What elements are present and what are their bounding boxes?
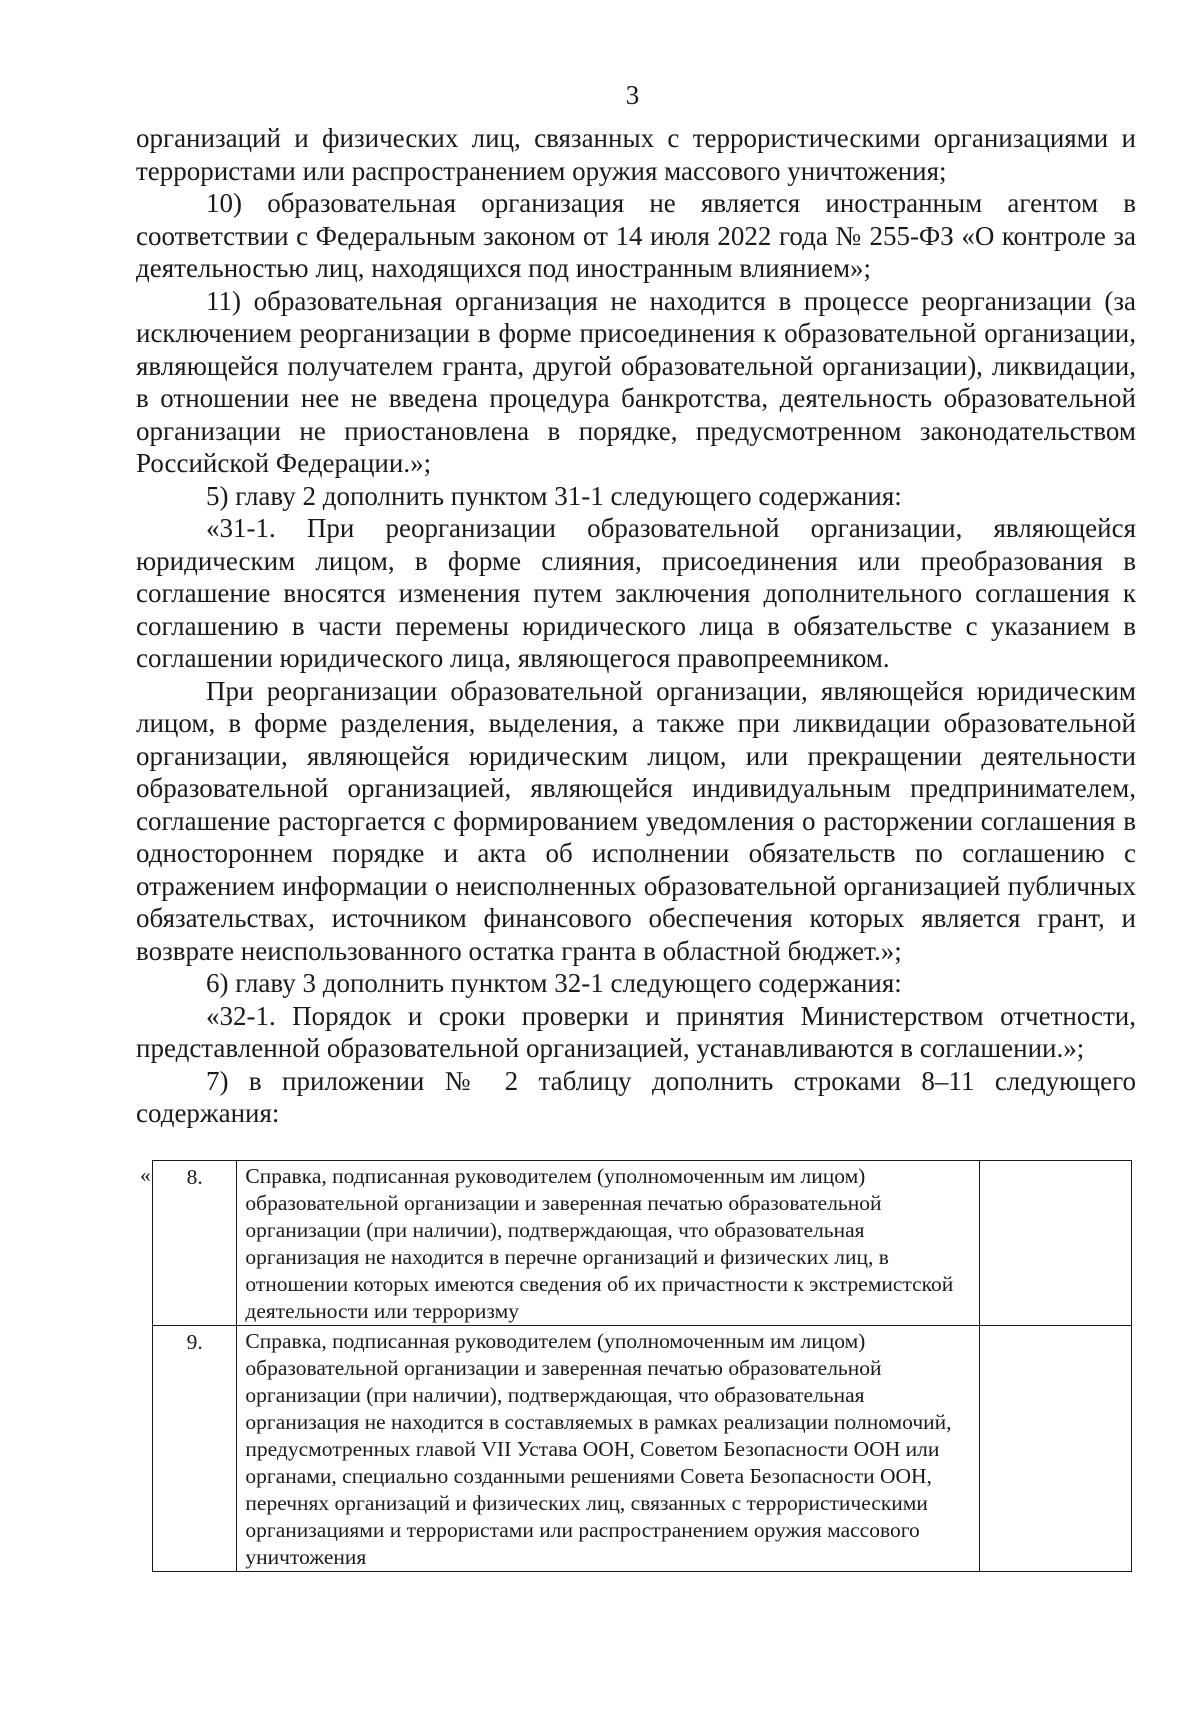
- row-description: Справка, подписанная руководителем (уполномоченным им лицом) образовательной организации и заверенная печатью образовательной организации (при наличии), подтверждающая, что образовательная организация не находится в составляемых в рамках реализации полномочий, предусмотренных главой VII Устава ООН, Советом Безопасности ООН или органами, специально созданными решениями Совета Безопасности ООН, перечнях организаций и физических лиц, связанных с террористическими организациями и террористами или распространением оружия массового уничтожения: [237, 1326, 979, 1572]
- paragraph-clause-31-1-second: При реорганизации образовательной организации, являющейся юридическим лицом, в форме разделения, выделения, а также при ликвидации образовательной организации, являющейся юридическим лицом, или прекращении деятельности образовательной организацией, являющейся индивидуальным предпринимателем, соглашение расторгается с формированием уведомления о расторжении соглашения в одностороннем порядке и акта об исполнении обязательств по соглашению с отражением информации о неисполненных образовательной организацией публичных обязательствах, источником финансового обеспечения которых является грант, и возврате неиспользованного остатка гранта в областной бюджет.»;: [136, 675, 1136, 966]
- paragraph-amendment-5: 5) главу 2 дополнить пунктом 31-1 следующего содержания:: [206, 480, 902, 511]
- row-number: 8.: [153, 1161, 237, 1326]
- paragraph-continuation: организаций и физических лиц, связанных с террористическими организациями и террористами или распространением оружия массового уничтожения;: [136, 123, 1136, 186]
- document-body: [136, 122, 1136, 1130]
- paragraph-amendment-6: 6) главу 3 дополнить пунктом 32-1 следующего содержания:: [206, 968, 902, 998]
- page-number: 3: [625, 80, 640, 110]
- row-description: Справка, подписанная руководителем (уполномоченным им лицом) образовательной организации и заверенная печатью образовательной организации (при наличии), подтверждающая, что образовательная организация не находится в перечне организаций и физических лиц, в отношении которых имеются сведения об их причастности к экстремистской деятельности или терроризму: [237, 1161, 979, 1326]
- paragraph-item-10: 10) образовательная организация не является иностранным агентом в соответствии с Федеральным законом от 14 июля 2022 года № 255-ФЗ «О контроле за деятельностью лиц, находящихся под иностранным влиянием»;: [136, 188, 1136, 283]
- appendix-table: [152, 1160, 1132, 1572]
- row-number: 9.: [153, 1326, 237, 1572]
- paragraph-clause-31-1: «31-1. При реорганизации образовательной организации, являющейся юридическим лицом, в форме слияния, присоединения или преобразования в соглашение вносятся изменения путем заключения дополнительного соглашения к соглашению в части перемены юридического лица в обязательстве с указанием в соглашении юридического лица, являющегося правопреемником.: [136, 513, 1136, 673]
- table-open-quote: «: [140, 1163, 151, 1187]
- row-empty-cell: [979, 1161, 1131, 1326]
- paragraph-amendment-7-end: содержания:: [136, 1098, 280, 1128]
- paragraph-amendment-7: 7) в приложении № 2 таблицу дополнить строками 8–11 следующего: [206, 1065, 1136, 1096]
- table-row: [153, 1161, 1132, 1326]
- paragraph-item-11: 11) образовательная организация не находится в процессе реорганизации (за исключением реорганизации в форме присоединения к образовательной организации, являющейся получателем гранта, другой образовательной организации), ликвидации, в отношении нее не введена процедура банкротства, деятельность образовательной организации не приостановлена в порядке, предусмотренном законодательством Российской Федерации.»;: [136, 285, 1136, 478]
- paragraph-clause-32-1: «32-1. Порядок и сроки проверки и принятия Министерством отчетности, представленной образовательной организацией, устанавливаются в соглашении.»;: [136, 1000, 1136, 1063]
- row-empty-cell: [979, 1326, 1131, 1572]
- table-row: [153, 1326, 1132, 1572]
